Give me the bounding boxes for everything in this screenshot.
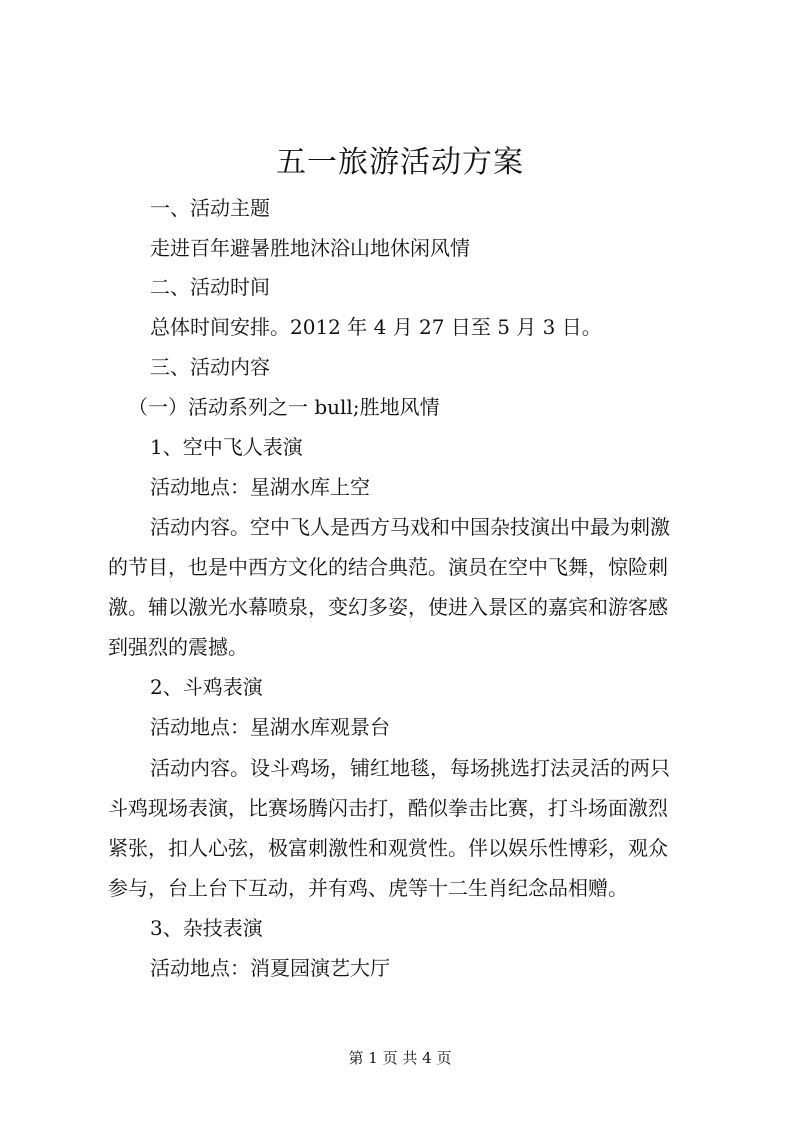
paragraph-line: 走进百年避暑胜地沐浴山地休闲风情 xyxy=(150,236,470,260)
paragraph-line: 斗鸡现场表演，比赛场腾闪击打，酷似拳击比赛，打斗场面激烈 xyxy=(108,796,668,820)
paragraph-line: 活动内容。空中飞人是西方马戏和中国杂技演出中最为刺激 xyxy=(150,515,670,539)
paragraph-line: 激。辅以激光水幕喷泉，变幻多姿，使进入景区的嘉宾和游客感 xyxy=(108,595,668,619)
paragraph-line: 参与，台上台下互动，并有鸡、虎等十二生肖纪念品相赠。 xyxy=(108,876,628,900)
paragraph-line: 活动地点：星湖水库观景台 xyxy=(150,715,390,739)
subsection-heading: （一）活动系列之一 bull;胜地风情 xyxy=(128,395,440,419)
section-heading-time: 二、活动时间 xyxy=(150,275,270,299)
paragraph-line: 总体时间安排。2012 年 4 月 27 日至 5 月 3 日。 xyxy=(150,315,602,339)
section-heading-content: 三、活动内容 xyxy=(150,355,270,379)
page-footer: 第 1 页 共 4 页 xyxy=(348,1049,452,1067)
paragraph-line: 活动内容。设斗鸡场，铺红地毯，每场挑选打法灵活的两只 xyxy=(150,756,670,780)
item-heading: 1、空中飞人表演 xyxy=(150,435,303,459)
paragraph-line: 紧张，扣人心弦，极富刺激性和观赏性。伴以娱乐性博彩，观众 xyxy=(108,836,668,860)
document-title: 五一旅游活动方案 xyxy=(276,145,524,180)
item-heading: 2、斗鸡表演 xyxy=(150,675,263,699)
paragraph-line: 活动地点：星湖水库上空 xyxy=(150,475,370,499)
paragraph-line: 的节目，也是中西方文化的结合典范。演员在空中飞舞，惊险刺 xyxy=(108,555,668,579)
paragraph-line: 活动地点：消夏园演艺大厅 xyxy=(150,956,390,980)
paragraph-line: 到强烈的震撼。 xyxy=(108,635,248,659)
section-heading-theme: 一、活动主题 xyxy=(150,196,270,220)
item-heading: 3、杂技表演 xyxy=(150,916,263,940)
